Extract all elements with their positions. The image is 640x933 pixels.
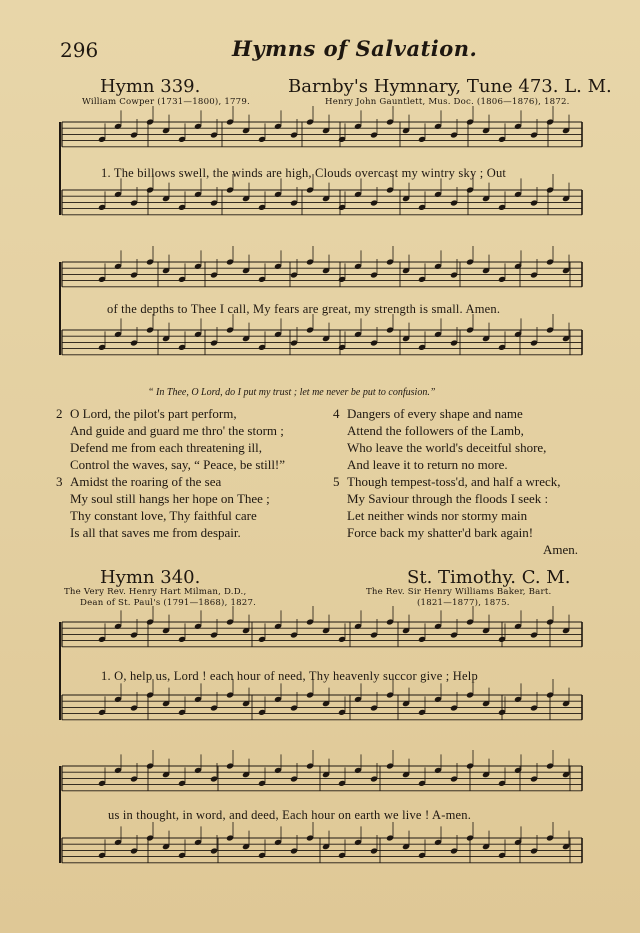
verse-5-line-1: Though tempest-toss'd, and half a wreck, [347, 474, 561, 489]
hymn-340-lyric-line-2: us in thought, in word, and deed, Each hour on earth we live ! A-men. [108, 808, 472, 822]
verse-3 [56, 473, 270, 541]
hymn-339-title: Hymn 339. [100, 76, 201, 97]
verse-3-number: 3 [56, 474, 63, 489]
verse-5-line-2: My Saviour through the floods I seek : [347, 491, 549, 506]
hymn-340-tune: St. Timothy. C. M. [407, 567, 571, 588]
hymn-340-lyric-line-1: 1. O, help us, Lord ! each hour of need, Thy heavenly succor give ; Help [101, 669, 478, 683]
verse-5-number: 5 [333, 474, 340, 489]
verse-4-line-3: Who leave the world's deceitful shore, [347, 440, 547, 455]
verse-4-line-4: And leave it to return no more. [347, 457, 508, 472]
verse-4-line-2: Attend the followers of the Lamb, [347, 423, 524, 438]
verse-2-line-3: Defend me from each threatening ill, [70, 440, 263, 455]
verse-4-line-1: Dangers of every shape and name [347, 406, 523, 421]
verse-5 [333, 473, 561, 541]
hymn-340-title: Hymn 340. [100, 567, 201, 588]
verse-3-line-4: Is all that saves me from despair. [70, 525, 241, 540]
verse-2-number: 2 [56, 406, 63, 421]
hymn-339-lyric-line-2: of the depths to Thee I call, My fears are great, my strength is small. Amen. [107, 302, 501, 316]
page-number: 296 [60, 38, 99, 62]
verse-3-line-2: My soul still hangs her hope on Thee ; [70, 491, 270, 506]
hymn-340-author-line-1: The Very Rev. Henry Hart Milman, D.D., [64, 587, 247, 597]
verse-5-amen: Amen. [543, 542, 579, 557]
hymn-339-tune: Barnby's Hymnary, Tune 473. L. M. [288, 76, 612, 97]
hymn-339-lyric-line-1: 1. The billows swell, the winds are high, Clouds overcast my wintry sky ; Out [101, 166, 507, 180]
hymn-340-author-line-2: Dean of St. Paul's (1791—1868), 1827. [80, 598, 257, 608]
hymn-339-author: William Cowper (1731—1800), 1779. [82, 97, 250, 107]
verse-5-line-3: Let neither winds nor stormy main [347, 508, 528, 523]
hymn-339-scripture-quote: “ In Thee, O Lord, do I put my trust ; let me never be put to confusion.” [148, 387, 436, 398]
verse-2 [56, 405, 285, 473]
running-title: Hymns of Salvation. [232, 36, 478, 61]
verse-3-line-1: Amidst the roaring of the sea [70, 474, 222, 489]
hymn-340-composer-line-2: (1821—1877), 1875. [417, 598, 510, 608]
verse-3-line-3: Thy constant love, Thy faithful care [70, 508, 257, 523]
hymn-339-composer: Henry John Gauntlett, Mus. Doc. (1806—1876), 1872. [325, 97, 570, 107]
verse-4-number: 4 [333, 406, 340, 421]
hymn-340-composer-line-1: The Rev. Sir Henry Williams Baker, Bart. [366, 587, 552, 597]
verse-5-line-4: Force back my shatter'd bark again! [347, 525, 534, 540]
verse-2-line-4: Control the waves, say, “ Peace, be still!” [70, 457, 286, 472]
verse-4 [333, 405, 546, 473]
verse-2-line-2: And guide and guard me thro' the storm ; [70, 423, 284, 438]
verse-2-line-1: O Lord, the pilot's part perform, [70, 406, 237, 421]
